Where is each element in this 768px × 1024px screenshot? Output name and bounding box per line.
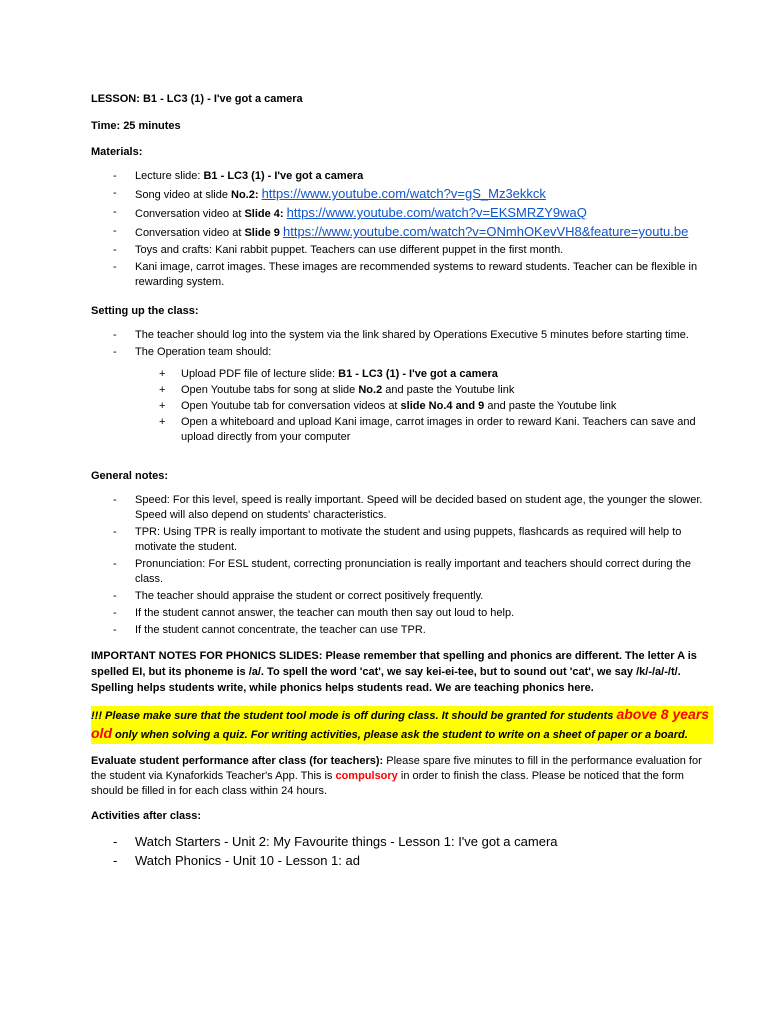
list-item: - Watch Phonics - Unit 10 - Lesson 1: ad: [91, 852, 713, 869]
materials-heading: Materials:: [91, 146, 143, 158]
list-item: - Pronunciation: For ESL student, correcting pronunciation is really important and teachers should correct during the class.: [91, 557, 713, 587]
list-item: - If the student cannot answer, the teacher can mouth then say out loud to help.: [91, 606, 713, 621]
list-item: + Upload PDF file of lecture slide: B1 - LC3 (1) - I've got a camera: [91, 367, 713, 382]
list-item: - The Operation team should:: [91, 345, 713, 360]
general-notes-list: [91, 493, 713, 638]
list-item: - Watch Starters - Unit 2: My Favourite things - Lesson 1: I've got a camera: [91, 833, 713, 850]
list-item: - TPR: Using TPR is really important to motivate the student and using puppets, flashcards as required will help to motivate the student.: [91, 525, 713, 555]
activities-heading: Activities after class:: [91, 810, 202, 822]
list-item: - The teacher should log into the system via the link shared by Operations Executive 5 minutes before starting time.: [91, 328, 713, 343]
list-item: - Conversation video at Slide 4: https://www.youtube.com/watch?v=EKSMRZY9waQ: [91, 205, 713, 222]
activities-list: [91, 833, 713, 869]
conversation-video-link-slide4[interactable]: https://www.youtube.com/watch?v=EKSMRZY9waQ: [286, 205, 587, 220]
list-item: - Toys and crafts: Kani rabbit puppet. Teachers can use different puppet in the first month.: [91, 243, 713, 258]
list-item: - Kani image, carrot images. These images are recommended systems to reward students. Teacher can be flexible in rewarding system.: [91, 260, 713, 290]
list-item: - If the student cannot concentrate, the teacher can use TPR.: [91, 623, 713, 638]
materials-list: [91, 169, 713, 290]
setup-heading: Setting up the class:: [91, 305, 199, 317]
list-item: + Open Youtube tabs for song at slide No.2 and paste the Youtube link: [91, 383, 713, 398]
time-line: Time: 25 minutes: [91, 120, 181, 132]
operation-team-list: [91, 367, 713, 445]
list-item: - Lecture slide: B1 - LC3 (1) - I've got a camera: [91, 169, 713, 184]
list-item: + Open a whiteboard and upload Kani image, carrot images in order to reward Kani. Teachers can save and upload directly from your computer: [91, 415, 713, 445]
song-video-link[interactable]: https://www.youtube.com/watch?v=gS_Mz3ekkck: [261, 186, 546, 201]
compulsory-label: compulsory: [335, 770, 398, 782]
general-notes-heading: General notes:: [91, 470, 169, 482]
age-highlight: above 8 years old: [91, 706, 710, 741]
list-item: - Speed: For this level, speed is really important. Speed will be decided based on student age, the younger the slower. Speed will also depend on students' characteristics.: [91, 493, 713, 523]
setup-list: [91, 328, 713, 360]
lesson-title: LESSON: B1 - LC3 (1) - I've got a camera: [91, 93, 303, 105]
list-item: - Song video at slide No.2: https://www.youtube.com/watch?v=gS_Mz3ekkck: [91, 186, 713, 203]
conversation-video-link-slide9[interactable]: https://www.youtube.com/watch?v=ONmhOKevVH8&feature=youtu.be: [282, 224, 689, 239]
list-item: - Conversation video at Slide 9 https://www.youtube.com/watch?v=ONmhOKevVH8&feature=youtu.be: [91, 224, 713, 241]
list-item: - The teacher should appraise the student or correct positively frequently.: [91, 589, 713, 604]
tool-mode-warning: !!! Please make sure that the student tool mode is off during class. It should be granted for students above 8 years old only when solving a quiz. For writing activities, please ask the student to write on a sheet of paper or a board.: [91, 706, 713, 744]
list-item: + Open Youtube tab for conversation videos at slide No.4 and 9 and paste the Youtube link: [91, 399, 713, 414]
phonics-important-note: IMPORTANT NOTES FOR PHONICS SLIDES: Please remember that spelling and phonics are different. The letter A is spelled EI, but its phoneme is /a/. To spell the word 'cat', we say kei-ei-tee, but to sound out 'cat', we say /k/-/a/-/t/. Spelling helps students write, while phonics helps students read. We are teaching phonics here.: [91, 650, 697, 694]
document-body: [91, 92, 713, 871]
evaluate-note: Evaluate student performance after class (for teachers): Please spare five minutes to fill in the performance evaluation for the student via Kynaforkids Teacher's App. This is compulsory in order to finish the class. Please be noticed that the form should be filled in for each class within 24 hours.: [91, 755, 702, 797]
